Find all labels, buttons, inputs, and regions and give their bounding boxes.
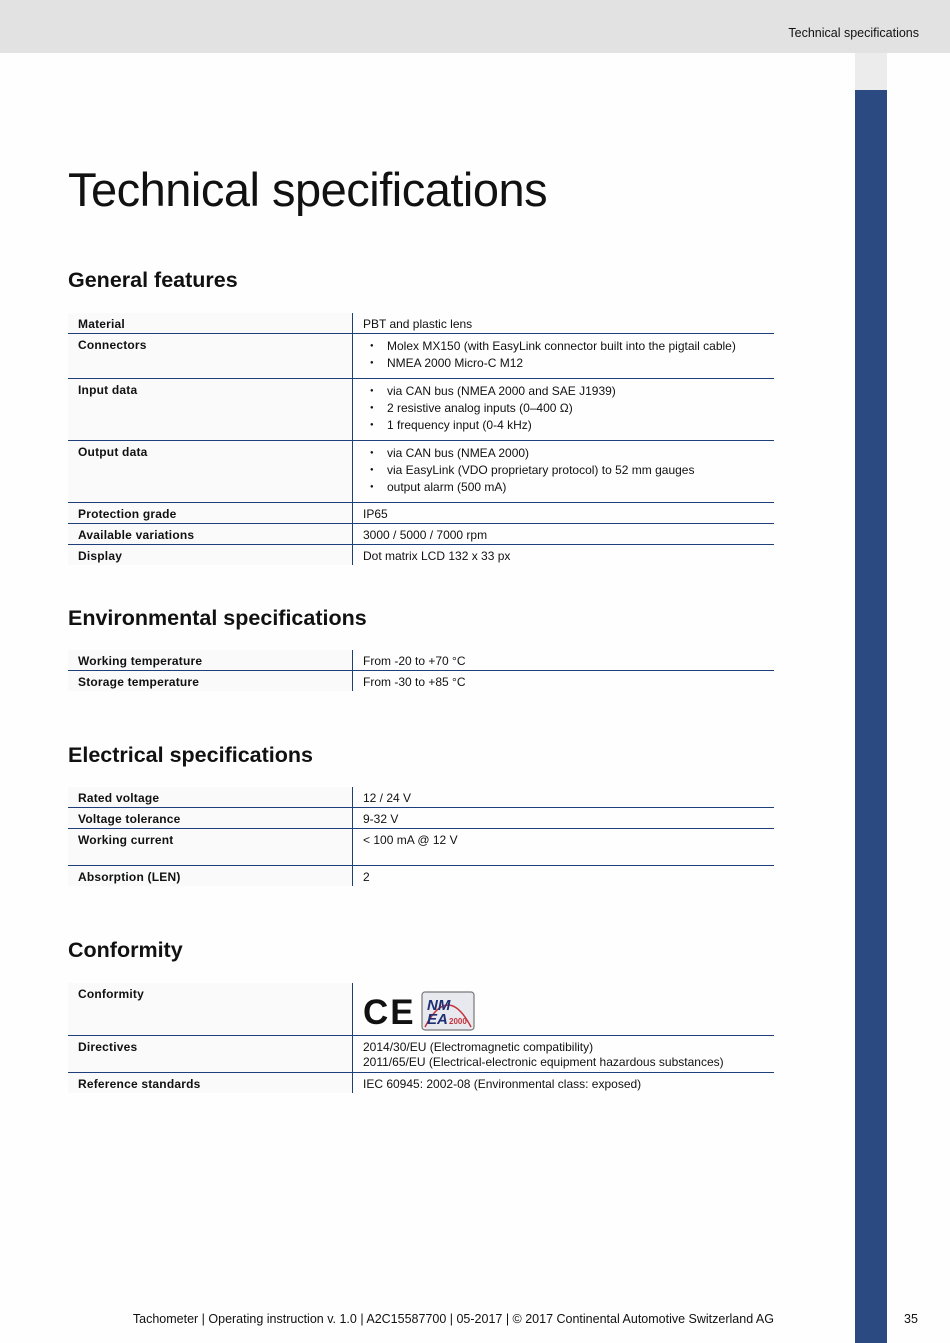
table-row	[68, 1073, 774, 1094]
row-label: Voltage tolerance	[68, 808, 353, 829]
row-value: IEC 60945: 2002-08 (Environmental class: exposed)	[353, 1073, 775, 1094]
general-features-table	[68, 313, 774, 565]
table-row	[68, 808, 774, 829]
row-label: Working temperature	[68, 650, 353, 671]
nmea-text-top: NM	[427, 997, 451, 1014]
table-row	[68, 441, 774, 503]
row-value: 3000 / 5000 / 7000 rpm	[353, 524, 775, 545]
nmea-text-mid: EA	[427, 1011, 448, 1028]
row-label: Input data	[68, 379, 353, 441]
table-row	[68, 313, 774, 334]
page-title: Technical specifications	[68, 163, 548, 216]
row-label: Absorption (LEN)	[68, 866, 353, 887]
section-title-environmental: Environmental specifications	[68, 606, 367, 630]
list-item: ● 1 frequency input (0-4 kHz)	[363, 417, 774, 434]
list-item: ● via EasyLink (VDO proprietary protocol) to 52 mm gauges	[363, 462, 774, 479]
table-row	[68, 503, 774, 524]
conformity-logos	[363, 987, 774, 1031]
electrical-table	[68, 787, 774, 886]
row-value: 12 / 24 V	[363, 791, 412, 805]
row-label: Display	[68, 545, 353, 566]
row-value: PBT and plastic lens	[363, 317, 473, 331]
ce-mark-text: CE	[363, 993, 416, 1032]
running-header: Technical specifications	[788, 26, 919, 40]
list-item: ● via CAN bus (NMEA 2000)	[363, 445, 774, 462]
page-number: 35	[904, 1312, 918, 1326]
row-value: From -30 to +85 °C	[353, 671, 775, 692]
row-value: 9-32 V	[353, 808, 775, 829]
row-value: From -20 to +70 °C	[363, 654, 466, 668]
ce-mark-icon	[363, 993, 416, 1032]
table-row	[68, 787, 774, 808]
table-row	[68, 650, 774, 671]
section-title-general: General features	[68, 268, 238, 292]
section-title-electrical: Electrical specifications	[68, 743, 313, 767]
row-label: Connectors	[68, 334, 353, 379]
section-title-conformity: Conformity	[68, 938, 183, 962]
bullet-list	[363, 445, 774, 496]
table-row	[68, 379, 774, 441]
chapter-tab	[855, 90, 887, 1343]
row-label: Protection grade	[68, 503, 353, 524]
list-item: ● output alarm (500 mA)	[363, 479, 774, 496]
list-item: ● NMEA 2000 Micro-C M12	[363, 355, 774, 372]
row-value: < 100 mA @ 12 V	[353, 829, 775, 866]
row-label: Material	[68, 313, 353, 334]
row-label: Storage temperature	[68, 671, 353, 692]
row-value: 2	[353, 866, 775, 887]
list-item: ● via CAN bus (NMEA 2000 and SAE J1939)	[363, 383, 774, 400]
row-label: Rated voltage	[68, 787, 353, 808]
nmea-text-number: 2000	[449, 1017, 467, 1026]
nmea-2000-logo-icon	[421, 991, 475, 1031]
table-row	[68, 524, 774, 545]
row-label: Output data	[68, 441, 353, 503]
table-row	[68, 334, 774, 379]
row-label: Working current	[68, 829, 353, 866]
table-row	[68, 983, 774, 1036]
row-label: Reference standards	[68, 1073, 353, 1094]
bullet-list	[363, 338, 774, 372]
conformity-table	[68, 983, 774, 1093]
list-item: ● 2 resistive analog inputs (0–400 Ω)	[363, 400, 774, 417]
row-value: Dot matrix LCD 132 x 33 px	[353, 545, 775, 566]
table-row	[68, 671, 774, 692]
bullet-list	[363, 383, 774, 434]
row-label: Conformity	[68, 983, 353, 1036]
table-row	[68, 866, 774, 887]
table-row	[68, 1036, 774, 1073]
row-label: Directives	[68, 1036, 353, 1073]
directive-line: 2014/30/EU (Electromagnetic compatibility)	[363, 1040, 594, 1054]
list-item: ● Molex MX150 (with EasyLink connector built into the pigtail cable)	[363, 338, 774, 355]
environmental-table	[68, 650, 774, 691]
table-row	[68, 545, 774, 566]
row-label: Available variations	[68, 524, 353, 545]
directive-line: 2011/65/EU (Electrical-electronic equipment hazardous substances)	[363, 1055, 724, 1069]
table-row	[68, 829, 774, 866]
row-value: IP65	[353, 503, 775, 524]
footer-text: Tachometer | Operating instruction v. 1.0 | A2C15587700 | 05-2017 | © 2017 Continental Automotive Switzerland AG	[132, 1312, 774, 1326]
